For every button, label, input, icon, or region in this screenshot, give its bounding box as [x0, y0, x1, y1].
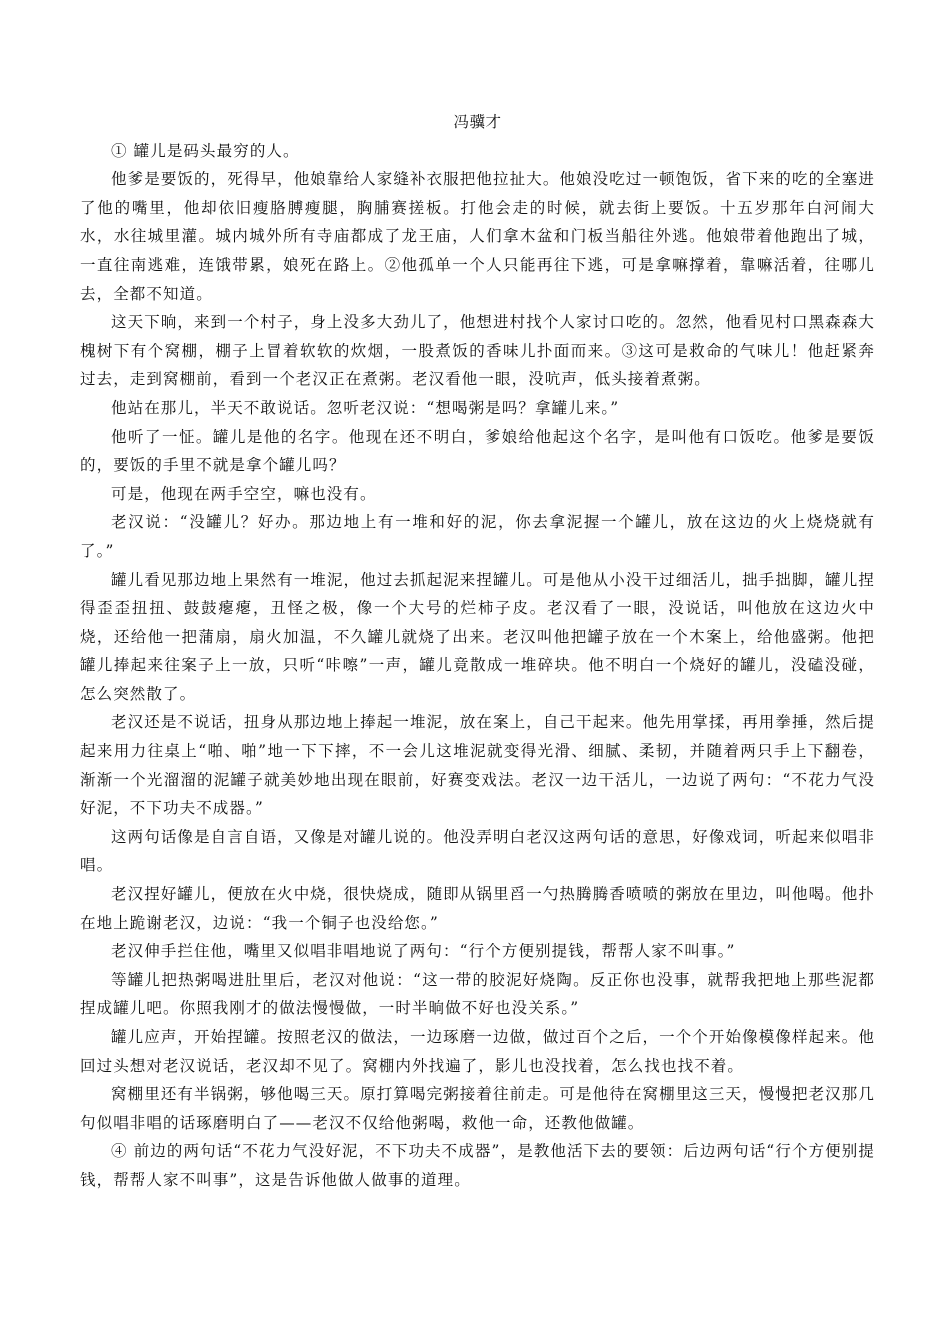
- author-name: 冯骥才: [453, 113, 502, 131]
- paragraph-9: 老汉还是不说话，扭身从那边地上捧起一堆泥，放在案上，自己干起来。他先用掌揉，再用拳捶，然后提起来用力往桌上“啪、啪”地一下下摔，不一会儿这堆泥就变得光滑、细腻、柔韧，并随着两只手上下翻卷，渐渐一个光溜溜的泥罐子就美妙地出现在眼前，好赛变戏法。老汉一边干活儿，一边说了两句：“不花力气没好泥，不下功夫不成器。”: [80, 713, 875, 818]
- paragraph-4: 他站在那儿，半天不敢说话。忽听老汉说：“想喝粥是吗？拿罐儿来。”: [111, 398, 620, 417]
- paragraph-8: 罐儿看见那边地上果然有一堆泥，他过去抓起泥来捏罐儿。可是他从小没干过细活儿，拙手拙脚，罐儿捏得歪歪扭扭、鼓鼓瘪瘪，丑怪之极，像一个大号的烂柿子皮。老汉看了一眼，没说话，叫他放在这边火中烧，还给他一把蒲扇，扇火加温，不久罐儿就烧了出来。老汉叫他把罐子放在一个木案上，给他盛粥。他把罐儿捧起来往案子上一放，只听“咔嚓”一声，罐儿竟散成一堆碎块。他不明白一个烧好的罐儿，没磕没碰，怎么突然散了。: [80, 570, 875, 703]
- paragraph-2: 他爹是要饭的，死得早，他娘靠给人家缝补衣服把他拉扯大。他娘没吃过一顿饱饭，省下来的吃的全塞进了他的嘴里，他却依旧瘦胳膊瘦腿，胸脯赛搓板。打他会走的时候，就去街上要饭。十五岁那年白河闹大水，水往城里灌。城内城外所有寺庙都成了龙王庙，人们拿木盆和门板当船往外逃。他娘带着他跑出了城，一直往南逃难，连饿带累，娘死在路上。②他孤单一个人只能再往下逃，可是拿嘛撑着，靠嘛活着，往哪儿去，全都不知道。: [80, 170, 875, 303]
- paragraph-16: ④ 前边的两句话“不花力气没好泥，不下功夫不成器”，是教他活下去的要领：后边两句话“行个方便别提钱，帮帮人家不叫事”，这是告诉他做人做事的道理。: [80, 1142, 875, 1189]
- paragraph-14: 罐儿应声，开始捏罐。按照老汉的做法，一边琢磨一边做，做过百个之后，一个个开始像模像样起来。他回过头想对老汉说话，老汉却不见了。窝棚内外找遍了，影儿也没找着，怎么找也找不着。: [80, 1028, 875, 1075]
- paragraph-13: 等罐儿把热粥喝进肚里后，老汉对他说：“这一带的胶泥好烧陶。反正你也没事，就帮我把地上那些泥都捏成罐儿吧。你照我刚才的做法慢慢做，一时半晌做不好也没关系。”: [80, 970, 875, 1018]
- document-page: [80, 108, 875, 1195]
- paragraph-1: ① 罐儿是码头最穷的人。: [111, 141, 300, 160]
- paragraph-7: 老汉说：“没罐儿？好办。那边地上有一堆和好的泥，你去拿泥握一个罐儿，放在这边的火上烧烧就有了。”: [80, 513, 875, 560]
- paragraph-3: 这天下晌，来到一个村子，身上没多大劲儿了，他想进村找个人家讨口吃的。忽然，他看见村口黑森森大槐树下有个窝棚，棚子上冒着软软的炊烟，一股煮饭的香味儿扑面而来。③这可是救命的气味儿！他赶紧奔过去，走到窝棚前，看到一个老汉正在煮粥。老汉看他一眼，没吭声，低头接着煮粥。: [80, 313, 875, 389]
- paragraph-10: 这两句话像是自言自语，又像是对罐儿说的。他没弄明白老汉这两句话的意思，好像戏词，听起来似唱非唱。: [80, 827, 875, 875]
- paragraph-15: 窝棚里还有半锅粥，够他喝三天。原打算喝完粥接着往前走。可是他待在窝棚里这三天，慢慢把老汉那几句似唱非唱的话琢磨明白了——老汉不仅给他粥喝，救他一命，还教他做罐。: [80, 1085, 875, 1132]
- paragraph-11: 老汉捏好罐儿，便放在火中烧，很快烧成，随即从锅里舀一勺热腾腾香喷喷的粥放在里边，叫他喝。他扑在地上跪谢老汉，边说：“我一个铜子也没给您。”: [80, 885, 875, 932]
- paragraph-6: 可是，他现在两手空空，嘛也没有。: [111, 484, 377, 503]
- paragraph-12: 老汉伸手拦住他，嘴里又似唱非唱地说了两句：“行个方便别提钱，帮帮人家不叫事。”: [111, 942, 736, 961]
- paragraph-5: 他听了一怔。罐儿是他的名字。他现在还不明白，爹娘给他起这个名字，是叫他有口饭吃。他爹是要饭的，要饭的手里不就是拿个罐儿吗？: [80, 427, 875, 475]
